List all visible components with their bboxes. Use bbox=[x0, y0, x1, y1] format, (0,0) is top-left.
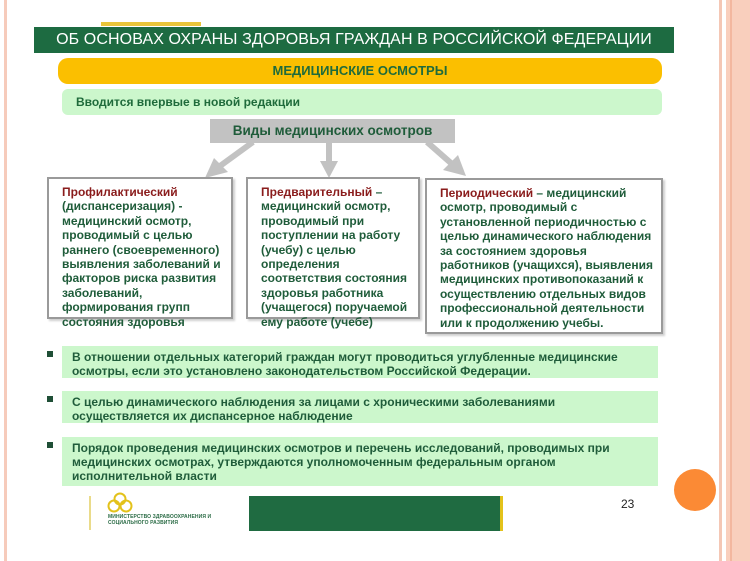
footer-green-bar bbox=[249, 496, 500, 531]
bullet-item bbox=[62, 437, 658, 486]
type-term: Профилактический bbox=[62, 185, 178, 199]
type-box-periodic bbox=[425, 178, 663, 334]
type-term: Предварительный bbox=[261, 185, 373, 199]
type-term: Периодический bbox=[440, 186, 534, 200]
ministry-logo-text: МИНИСТЕРСТВО ЗДРАВООХРАНЕНИЯ И СОЦИАЛЬНОГО РАЗВИТИЯ bbox=[108, 514, 212, 526]
type-description: (диспансеризация) - медицинский осмотр, проводимый с целью раннего (своевременного) выявления заболеваний и факторов риска развития заболеваний, формирования групп состояния здоровья bbox=[62, 199, 221, 329]
footer-accent bbox=[500, 496, 503, 531]
type-description: – медицинский осмотр, проводимый с установленной периодичностью с целью динамического наблюдения за состоянием здоровья работников (учащихся), выявления медицинских противопоказаний к осуществлению отдельных видов профессиональной деятельности или к продолжению учебы. bbox=[440, 186, 653, 330]
arrow-center-icon bbox=[320, 143, 338, 178]
bullet-text: Порядок проведения медицинских осмотров и перечень исследований, проводимых при медицинских осмотрах, утверждаются уполномоченным федеральным органом исполнительной власти bbox=[72, 441, 610, 483]
bullet-square-icon bbox=[47, 396, 53, 402]
type-box-preventive bbox=[47, 177, 233, 329]
bullet-item bbox=[62, 391, 658, 423]
type-box-preliminary bbox=[246, 177, 420, 329]
section-heading: МЕДИЦИНСКИЕ ОСМОТРЫ bbox=[58, 58, 662, 84]
types-heading: Виды медицинских осмотров bbox=[210, 119, 455, 143]
arrow-left-icon bbox=[205, 142, 253, 178]
slide-title: ОБ ОСНОВАХ ОХРАНЫ ЗДОРОВЬЯ ГРАЖДАН В РОССИЙСКОЙ ФЕДЕРАЦИИ bbox=[34, 27, 674, 53]
ministry-logo-icon bbox=[105, 492, 135, 514]
bullet-square-icon bbox=[47, 442, 53, 448]
orange-circle-decoration bbox=[674, 469, 716, 511]
type-description: – медицинский осмотр, проводимый при поступлении на работу (учебу) с целью определения соответствия состояния здоровья работника (учащегося) поручаемой ему работе (учебе) bbox=[261, 185, 408, 329]
bullet-text: В отношении отдельных категорий граждан могут проводиться углубленные медицинские осмотры, если это установлено законодательством Российской Федерации. bbox=[72, 350, 618, 378]
bullet-item bbox=[62, 346, 658, 378]
arrow-right-icon bbox=[427, 142, 466, 176]
new-edition-note: Вводится впервые в новой редакции bbox=[62, 89, 662, 115]
page-number: 23 bbox=[621, 497, 635, 511]
bullet-text: С целью динамического наблюдения за лицами с хроническими заболеваниями осуществляется их диспансерное наблюдение bbox=[72, 395, 556, 423]
bullet-square-icon bbox=[47, 351, 53, 357]
logo-divider bbox=[89, 496, 91, 530]
